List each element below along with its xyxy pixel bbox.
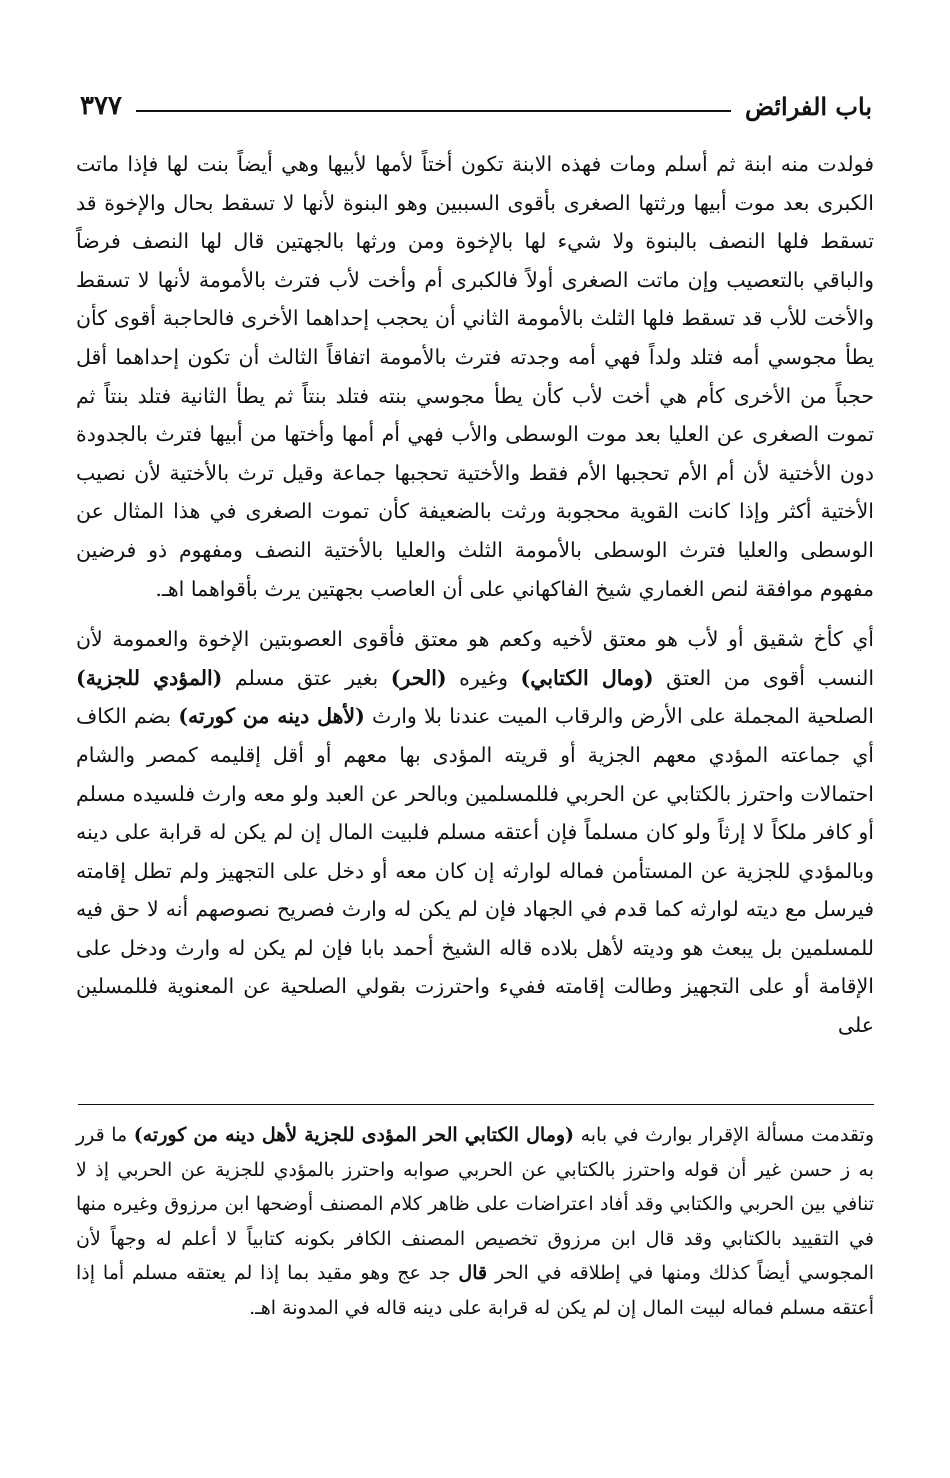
text-run: بغير عتق مسلم (222, 665, 391, 690)
text-run: أي كأخ شقيق أو لأب هو معتق لأخيه وكعم هو معتق فأقوى العصوبتين الإخوة والعمومة لأن النسب أقوى من العتق (76, 627, 875, 690)
paragraph-1: فولدت منه ابنة ثم أسلم ومات فهذه الابنة تكون أختاً لأمها لأبيها وهي أيضاً بنت لها فإذا ماتت الكبرى بعد موت أبيها ورثتها الصغرى بأقوى السببين وهو البنوة لأنها لا تسقط بحال والإخوة قد تسقط فلها النصف بالبنوة ولا شيء لها بالإخوة ومن ورثها بالجهتين قال لها النصف فرضاً والباقي بالتعصيب وإن ماتت الصغرى أولاً فالكبرى أم وأخت لأب فترث بالأمومة لأنها لا تسقط والأخت للأب قد تسقط فلها الثلث بالأمومة الثاني أن يحجب إحداهما الأخرى فالحاجبة أقوى كأن يطأ مجوسي أمه فتلد ولداً فهي أمه وجدته فترث بالأمومة اتفاقاً الثالث أن تكون إحداهما أقل حجباً من الأخرى كأم هي أخت لأب كأن يطأ مجوسي بنته فتلد بنتاً ثم يطأ الثانية فتلد بنتاً ثم تموت الصغرى عن العليا بعد موت الوسطى والأب فهي أم أمها وأختها من أبيها فترث بالجدودة دون الأختية لأن أم الأم تحجبها الأم فقط والأختية تحجبها جماعة وقيل ترث بالأختية لأن نصيب الأختية أكثر وإذا كانت القوية محجوبة ورثت بالضعيفة كأن تموت الصغرى في هذا المثال عن الوسطى والعليا فترث الوسطى بالأمومة الثلث والعليا بالأختية النصف ومفهوم ذو فرضين مفهوم موافقة لنص الغماري شيخ الفاكهاني على أن العاصب بجهتين يرث بأقواهما اهـ. (76, 152, 874, 601)
text-run: بضم الكاف أي جماعته المؤدي معهم الجزية أو قريته المؤدى بها معهم أو أقل إقليمه كمصر والشام احتمالات واحترز بالكتابي عن الحربي فللمسلمين وبالحر عن العبد ولو معه وارث فلسيده مسلم أو كافر ملكاً لا إرثاً ولو كان مسلماً فإن أعتقه مسلم فلبيت المال إن لم يكن له قرابة على دينه وبالمؤدي للجزية عن المستأمن فماله لوارثه إن كان معه أو دخل على التجهيز ولم تطل إقامته فيرسل مع ديته لوارثه كما قدم في الجهاد فإن لم يكن له وارث فصريح نصوصهم أنه لا حق فيه للمسلمين بل يبعث هو وديته لأهل بلاده قاله الشيخ أحمد بابا فإن لم يكن له وارث ودخل على الإقامة أو على التجهيز وطالت إقامته ففيء واحترزت بقولي الصلحية عن المعنوية فللمسلين على (76, 704, 874, 1038)
text-run: الصلحية المجملة على الأرض والرقاب الميت عندنا بلا وارث (364, 704, 874, 729)
matn-quote: (الحر) (390, 665, 447, 690)
matn-quote: (ومال الكتابي الحر المؤدى للجزية لأهل دينه من كورته) (133, 1124, 575, 1146)
text-run: وغيره (446, 665, 521, 690)
main-text (76, 145, 874, 1045)
text-run: وتقدمت مسألة الإقرار بوارث في بابه (574, 1124, 874, 1146)
running-title: باب الفرائض (744, 91, 872, 121)
page-number: ٣٧٧ (80, 91, 122, 121)
matn-quote: (المؤدي للجزية) (76, 665, 223, 690)
emphasis: قال (458, 1262, 488, 1284)
footnote-separator (78, 1104, 874, 1105)
header-rule (136, 110, 731, 112)
text-run: جد عج وهو مقيد بما إذا لم يعتقه مسلم أما إذا أعتقه مسلم فماله لبيت المال إن لم يكن له قرابة على دينه قاله في المدونة اهـ. (76, 1262, 874, 1319)
matn-quote: (ومال الكتابي) (520, 665, 654, 690)
matn-quote: (لأهل دينه من كورته) (178, 704, 365, 729)
paragraph-2 (76, 620, 874, 1045)
text-run: ما قرر به ز حسن غير أن قوله واحترز بالكتابي عن الحربي صوابه واحترز بالمؤدي للجزية عن الحربي إذ لا تنافي بين الحربي والكتابي وقد أفاد اعتراضات على ظاهر كلام المصنف أوضحها ابن مرزوق وغيره منها في التقييد بالكتابي وقد قال ابن مرزوق تخصيص المصنف الكافر بكونه كتابياً لا أعلم له وجهاً لأن المجوسي أيضاً كذلك ومنها في إطلاقه في الحر (76, 1124, 874, 1284)
footnote (76, 1118, 874, 1325)
page-header (80, 86, 872, 126)
